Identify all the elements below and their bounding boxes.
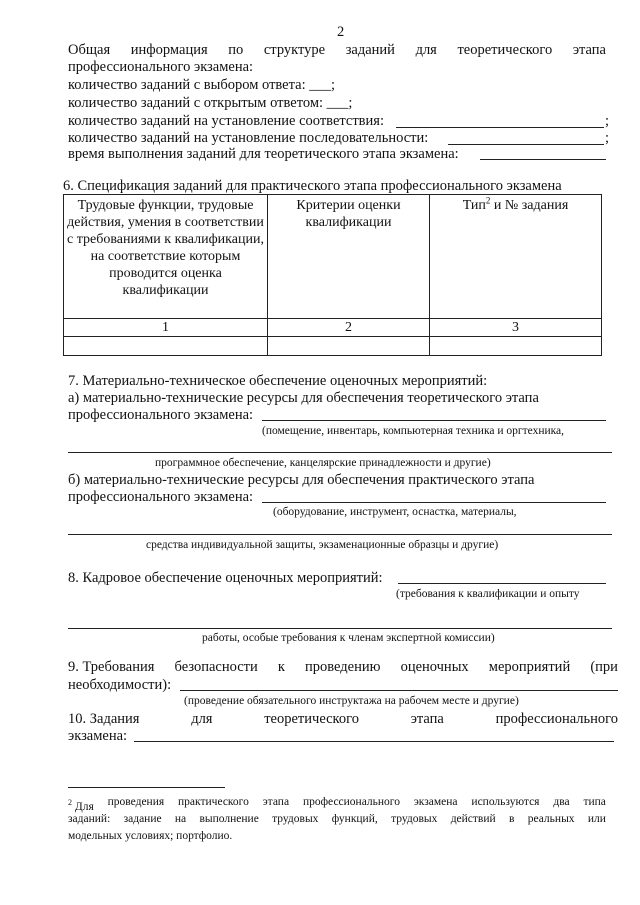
footnote-word: экзамена — [413, 796, 458, 808]
section9-word: безопасности — [174, 659, 258, 675]
table-header-criteria: Критерии оценки квалификации — [268, 195, 430, 319]
table-header-functions: Трудовые функции, трудовые действия, умения в соответствии с требованиями к квалификации, на соответствие которым проводится оценка квалификации — [64, 195, 268, 319]
general-heading-word: теоретического — [457, 42, 553, 58]
section7-b-hint2: средства индивидуальной защиты, экзаменационные образцы и другие) — [146, 539, 499, 551]
sequence-tasks-count: количество заданий на установление последовательности: — [68, 130, 429, 146]
footnote-word: функций, — [331, 813, 378, 825]
column-number: 3 — [430, 319, 602, 337]
footnote-mark: 2 — [68, 798, 72, 807]
footnote-word: на — [174, 813, 187, 825]
column-number: 1 — [64, 319, 268, 337]
footnote-word: реальных — [527, 813, 575, 825]
general-heading-word: по — [228, 42, 244, 58]
section10-line2: экзамена: — [68, 728, 128, 744]
sequence-tasks-blank — [448, 144, 604, 145]
general-heading-word: этапа — [572, 42, 606, 58]
section7-b-hint1: (оборудование, инструмент, оснастка, материалы, — [273, 506, 517, 518]
footnote-word: в — [508, 813, 515, 825]
section7-a-blank2 — [68, 452, 612, 453]
footnote-word: действий — [450, 813, 496, 825]
section9-word: 9. Требования — [68, 659, 155, 675]
section9-word: проведению — [305, 659, 381, 675]
section9-line1 — [68, 659, 618, 676]
footnote-word: проведения — [107, 796, 165, 808]
general-heading-word: Общая — [68, 42, 111, 58]
table-number-row — [64, 319, 602, 337]
exam-time-blank — [480, 159, 606, 160]
section8-blank — [398, 583, 606, 584]
section8-hint2: работы, особые требования к членам экспертной комиссии) — [202, 632, 495, 644]
table-header-row — [64, 195, 602, 319]
table-cell — [268, 337, 430, 356]
table-cell — [430, 337, 602, 356]
type-label: Тип — [462, 198, 486, 213]
footnote-line1 — [68, 796, 606, 814]
table-header-type — [430, 195, 602, 319]
section10-word: для — [191, 711, 213, 727]
practical-spec-table — [63, 194, 602, 356]
general-info-heading — [68, 42, 606, 59]
footnote-word: задание — [123, 813, 162, 825]
footnote-word: или — [587, 813, 606, 825]
footnote-word: профессионального — [302, 796, 400, 808]
matching-tasks-count: количество заданий на установление соответствия: — [68, 113, 384, 129]
section7-b-blank — [262, 502, 606, 503]
semicolon: ; — [605, 130, 610, 146]
footnote-word: два — [553, 796, 570, 808]
section7-a-hint1: (помещение, инвентарь, компьютерная техника и оргтехника, — [262, 425, 565, 437]
section9-line2: необходимости): — [68, 677, 172, 693]
section7-a-blank — [262, 420, 606, 421]
footnote-ref: 2 — [485, 195, 491, 206]
semicolon: ; — [605, 113, 610, 129]
footnote-word: типа — [583, 796, 606, 808]
column-number: 2 — [268, 319, 430, 337]
page-number: 2 — [337, 24, 345, 40]
footnote-separator — [68, 787, 225, 788]
section9-word: мероприятий — [488, 659, 571, 675]
section7-title: 7. Материально-техническое обеспечение оценочных мероприятий: — [68, 373, 488, 389]
section8-title: 8. Кадровое обеспечение оценочных мероприятий: — [68, 570, 383, 586]
footnote-word: этапа — [262, 796, 290, 808]
section9-blank — [180, 690, 618, 691]
section8-hint1: (требования к квалификации и опыту — [396, 588, 580, 600]
footnote-word: заданий: — [68, 813, 111, 825]
general-info-heading-line2: профессионального экзамена: — [68, 59, 254, 75]
footnote-first — [68, 796, 94, 814]
section10-word: теоретического — [264, 711, 359, 727]
task-number-label: и № задания — [493, 198, 569, 213]
section9-word: оценочных — [400, 659, 469, 675]
section7-a-line2: профессионального экзамена: — [68, 407, 254, 423]
footnote-word: практического — [178, 796, 249, 808]
section10-word: 10. Задания — [68, 711, 140, 727]
footnote-word: выполнение — [199, 813, 259, 825]
section8-blank2 — [68, 628, 612, 629]
section7-a-hint2: программное обеспечение, канцелярские принадлежности и другие) — [155, 457, 491, 469]
general-heading-word: заданий — [345, 42, 395, 58]
open-tasks-count: количество заданий с открытым ответом: ___; — [68, 95, 353, 111]
section10-line1 — [68, 711, 618, 728]
exam-time: время выполнения заданий для теоретического этапа экзамена: — [68, 146, 459, 162]
section10-word: этапа — [410, 711, 444, 727]
section9-word: (при — [590, 659, 618, 675]
section7-b-line2: профессионального экзамена: — [68, 489, 254, 505]
section9-word: к — [277, 659, 285, 675]
footnote-word: трудовых — [272, 813, 319, 825]
section7-a-line1: а) материально-технические ресурсы для обеспечения теоретического этапа — [68, 390, 539, 406]
table-cell — [64, 337, 268, 356]
matching-tasks-blank — [396, 127, 604, 128]
footnote-word: Для — [74, 800, 94, 813]
section10-blank — [134, 741, 614, 742]
footnote-word: трудовых — [391, 813, 438, 825]
section9-hint: (проведение обязательного инструктажа на рабочем месте и другие) — [184, 695, 519, 707]
section6-title: 6. Спецификация заданий для практического этапа профессионального экзамена — [63, 178, 562, 194]
section10-word: профессионального — [495, 711, 618, 727]
general-heading-word: информация — [130, 42, 208, 58]
table-empty-row — [64, 337, 602, 356]
footnote-line2 — [68, 813, 606, 826]
section7-b-line1: б) материально-технические ресурсы для обеспечения практического этапа — [68, 472, 535, 488]
footnote-line3: модельных условиях; портфолио. — [68, 830, 233, 842]
general-heading-word: для — [415, 42, 437, 58]
footnote-word: используются — [471, 796, 540, 808]
choice-tasks-count: количество заданий с выбором ответа: ___; — [68, 77, 336, 93]
section7-b-blank2 — [68, 534, 612, 535]
general-heading-word: структуре — [263, 42, 326, 58]
